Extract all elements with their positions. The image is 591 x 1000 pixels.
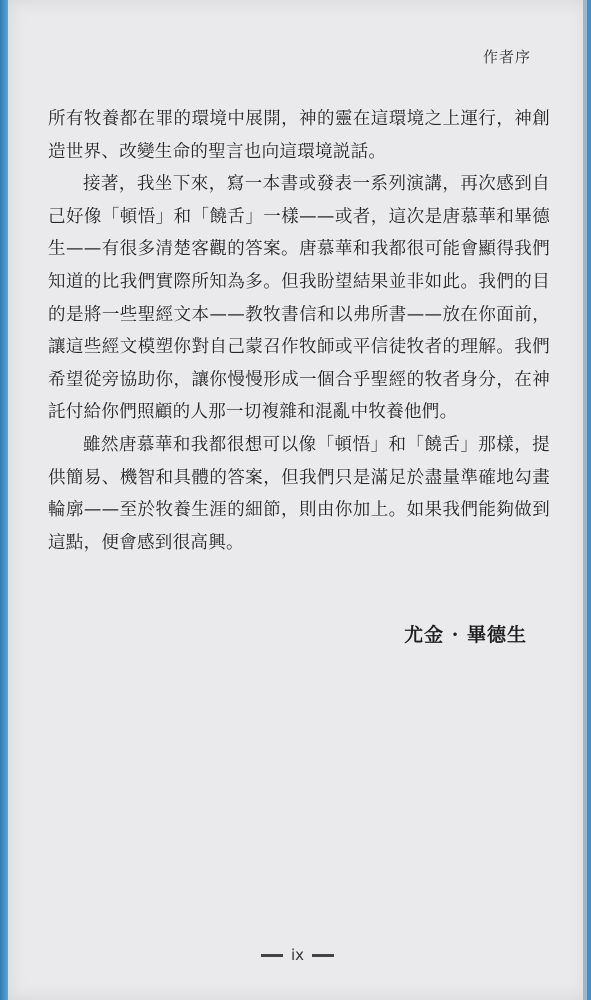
preface-body xyxy=(48,103,550,559)
author-signature: 尤金 · 畢德生 xyxy=(404,624,527,646)
running-head: 作者序 xyxy=(482,48,531,66)
paragraph-1: 所有牧養都在罪的環境中展開，神的靈在這環境之上運行，神創造世界、改變生命的聖言也向這環境説話。 xyxy=(48,109,550,162)
page-number: ix xyxy=(290,946,305,964)
book-spine-edge xyxy=(0,0,8,1000)
paragraph-2: 接著，我坐下來，寫一本書或發表一系列演講，再次感到自己好像「頓悟」和「饒舌」一樣——或者，這次是唐慕華和畢德生——有很多清楚客觀的答案。唐慕華和我都很可能會顯得我們知道的比我們實際所知為多。但我盼望結果並非如此。我們的目的是將一些聖經文本——教牧書信和以弗所書——放在你面前，讓這些經文模塑你對自己蒙召作牧師或平信徒牧者的理解。我們希望從旁協助你，讓你慢慢形成一個合乎聖經的牧者身分，在神託付給你們照顧的人那一切複雜和混亂中牧養他們。 xyxy=(48,174,550,423)
page-folio xyxy=(8,946,587,964)
book-page xyxy=(8,0,587,1000)
paragraph-3: 雖然唐慕華和我都很想可以像「頓悟」和「饒舌」那樣，提供簡易、機智和具體的答案，但我們只是滿足於盡量準確地勾畫輪廓——至於牧養生涯的細節，則由你加上。如果我們能夠做到這點，便會感到很高興。 xyxy=(48,434,550,553)
folio-dash-right xyxy=(312,954,334,957)
page-right-edge xyxy=(583,0,587,1000)
folio-dash-left xyxy=(261,954,283,957)
